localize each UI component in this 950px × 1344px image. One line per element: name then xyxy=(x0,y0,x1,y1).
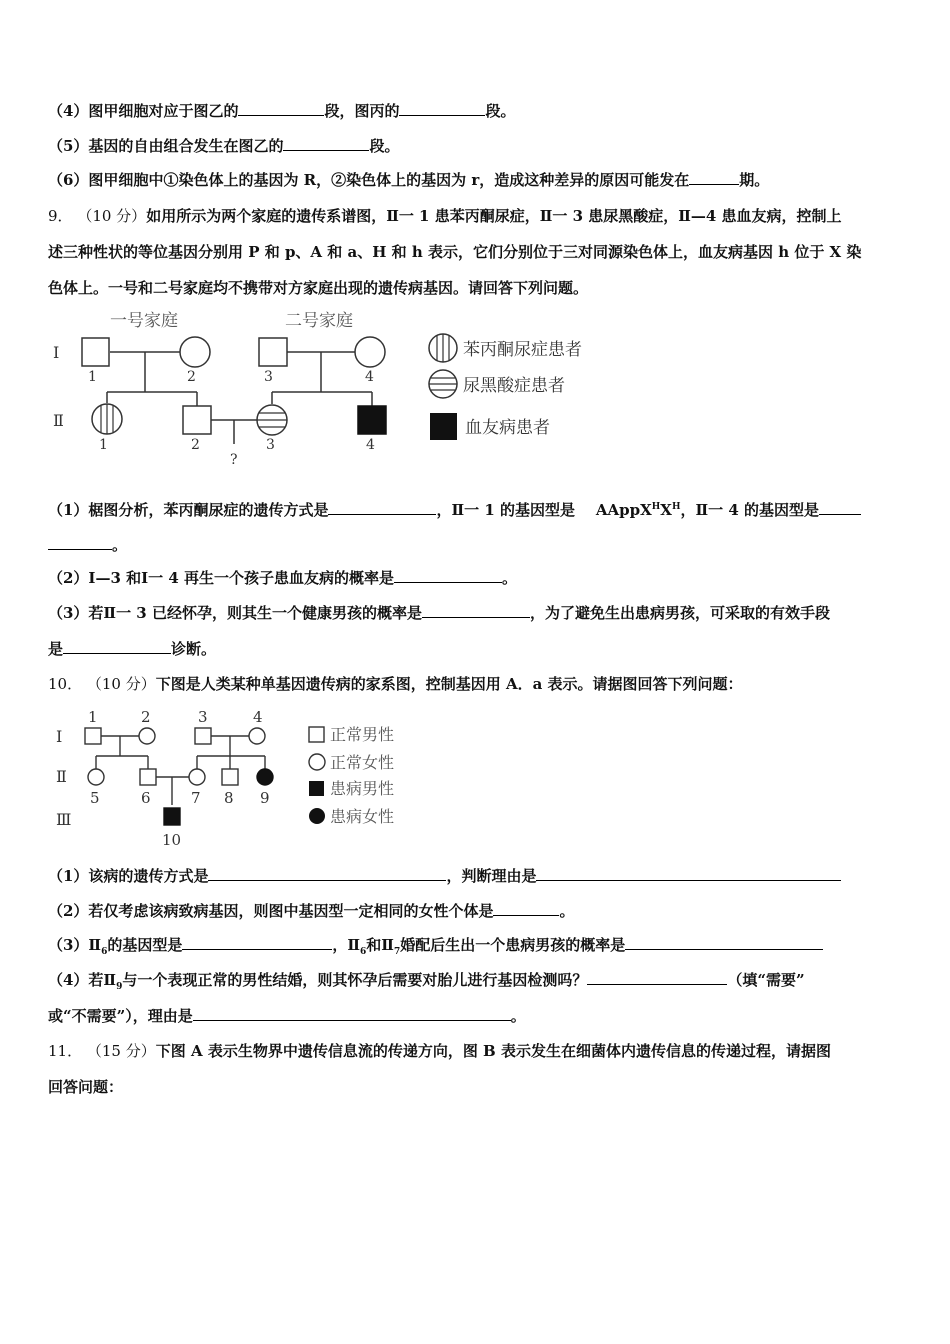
svg-text:1: 1 xyxy=(88,369,97,385)
svg-text:4: 4 xyxy=(366,437,375,453)
svg-text:2: 2 xyxy=(191,437,200,453)
q8-part5: （5）基因的自由组合发生在图乙的 段。 xyxy=(48,137,400,155)
q9-part1: （1）椐图分析，苯丙酮尿症的遗传方式是 ，Ⅱ一 1 的基因型是 $AAppX^HX^H$，Ⅱ一 4 的基因型是 xyxy=(48,497,861,520)
normal-male-symbol xyxy=(259,338,287,366)
legend-normal-female-label: 正常女性 xyxy=(330,753,395,772)
legend-affected-female-symbol xyxy=(309,808,325,824)
question-number: 11． xyxy=(48,1042,83,1060)
family2-label: 二号家庭 xyxy=(285,311,353,331)
svg-text:3: 3 xyxy=(198,708,208,726)
q9-stem-line3: 色体上。一号和二号家庭均不携带对方家庭出现的遗传病基因。请回答下列问题。 xyxy=(48,279,589,297)
legend-hemophilia-symbol xyxy=(430,413,457,440)
normal-female-symbol xyxy=(355,337,385,367)
genotype: $AAppX^HX^H$ xyxy=(595,501,681,519)
answer-blank[interactable] xyxy=(238,101,324,116)
generation-label: Ⅲ xyxy=(56,810,72,829)
answer-blank[interactable] xyxy=(48,535,112,550)
q10-part2: （2）若仅考虑该病致病基因，则图中基因型一定相同的女性个体是 。 xyxy=(48,902,575,920)
q11-stem-line1: 11． （15 分）下图 A 表示生物界中遗传信息流的传递方向，图 B 表示发生在细菌体内遗传信息的传递过程，请据图 xyxy=(48,1042,831,1060)
svg-text:1: 1 xyxy=(99,437,108,453)
svg-text:10: 10 xyxy=(162,831,182,849)
question-score: （10 分） xyxy=(77,207,147,225)
normal-female-symbol xyxy=(189,769,205,785)
legend-pku-label: 苯丙酮尿症患者 xyxy=(463,340,582,360)
answer-blank[interactable] xyxy=(493,901,559,916)
svg-text:2: 2 xyxy=(141,708,151,726)
unknown-child-mark: ? xyxy=(230,452,238,468)
question-score: （10 分） xyxy=(86,675,156,693)
legend-hemophilia-label: 血友病患者 xyxy=(465,418,550,438)
generation-label: Ⅰ xyxy=(53,343,60,362)
answer-blank[interactable] xyxy=(208,866,446,881)
svg-text:9: 9 xyxy=(260,789,270,807)
legend-affected-male-symbol xyxy=(309,781,324,796)
legend-normal-male-label: 正常男性 xyxy=(330,725,395,744)
hemophilia-male-symbol xyxy=(358,406,386,434)
pedigree-figure-q10 xyxy=(50,702,430,852)
question-number: 10． xyxy=(48,675,83,693)
normal-male-symbol xyxy=(140,769,156,785)
answer-blank[interactable] xyxy=(63,639,171,654)
legend-alkaptonuria-label: 尿黑酸症患者 xyxy=(463,376,565,396)
normal-male-symbol xyxy=(82,338,109,366)
normal-male-symbol xyxy=(222,769,238,785)
normal-female-symbol xyxy=(180,337,210,367)
q9-part3-cont: 是 诊断。 xyxy=(48,640,217,658)
svg-text:3: 3 xyxy=(264,369,273,385)
answer-blank[interactable] xyxy=(625,935,823,950)
q10-part1: （1）该病的遗传方式是 ，判断理由是 xyxy=(48,866,841,886)
answer-blank[interactable] xyxy=(399,101,485,116)
normal-female-symbol xyxy=(88,769,104,785)
question-number: 9． xyxy=(48,207,73,225)
answer-blank[interactable] xyxy=(182,935,332,950)
svg-text:3: 3 xyxy=(266,437,275,453)
svg-text:7: 7 xyxy=(191,789,201,807)
q10-stem: 10． （10 分）下图是人类某种单基因遗传病的家系图，控制基因用 A．a 表示。请据图回答下列问题： xyxy=(48,675,743,693)
normal-male-symbol xyxy=(195,728,211,744)
q8-part4: （4）图甲细胞对应于图乙的 段，图丙的 段。 xyxy=(48,102,516,120)
answer-blank[interactable] xyxy=(394,568,502,583)
answer-blank[interactable] xyxy=(689,170,739,185)
generation-label: Ⅱ xyxy=(56,767,67,786)
answer-blank[interactable] xyxy=(819,500,861,515)
normal-male-symbol xyxy=(85,728,101,744)
q9-part3: （3）若Ⅱ一 3 已经怀孕，则其生一个健康男孩的概率是 ，为了避免生出患病男孩，可采取的有效手段 xyxy=(48,604,830,622)
legend-affected-female-label: 患病女性 xyxy=(330,807,395,826)
pedigree-figure-q9 xyxy=(45,306,605,474)
answer-blank[interactable] xyxy=(422,603,530,618)
svg-text:5: 5 xyxy=(90,789,100,807)
affected-male-symbol xyxy=(164,808,180,825)
q11-stem-line2: 回答问题： xyxy=(48,1078,124,1096)
normal-female-symbol xyxy=(139,728,155,744)
q9-part2: （2）Ⅰ—3 和Ⅰ一 4 再生一个孩子患血友病的概率是 。 xyxy=(48,569,518,587)
answer-blank[interactable] xyxy=(328,500,436,515)
q8-part6: （6）图甲细胞中①染色体上的基因为 R，②染色体上的基因为 r，造成这种差异的原因可能发在 期。 xyxy=(48,171,770,189)
svg-text:4: 4 xyxy=(253,708,263,726)
svg-text:4: 4 xyxy=(365,369,374,385)
svg-text:2: 2 xyxy=(187,369,196,385)
q9-part1-cont: 。 xyxy=(48,535,127,555)
q9-stem-line1: 9． （10 分）如用所示为两个家庭的遗传系谱图，Ⅱ一 1 患苯丙酮尿症，Ⅱ一 3 患尿黑酸症，Ⅱ—4 患血友病，控制上 xyxy=(48,207,842,225)
q10-part4-cont: 或“不需要”），理由是 。 xyxy=(48,1007,526,1025)
svg-text:6: 6 xyxy=(141,789,151,807)
q10-part4: （4）若$Ⅱ_9$与一个表现正常的男性结婚，则其怀孕后需要对胎儿进行基因检测吗？ （填“需要” xyxy=(48,971,805,992)
affected-female-symbol xyxy=(257,769,273,785)
answer-blank[interactable] xyxy=(283,136,369,151)
question-score: （15 分） xyxy=(86,1042,156,1060)
normal-male-symbol xyxy=(183,406,211,434)
normal-female-symbol xyxy=(249,728,265,744)
q10-part3: $(3)Ⅱ_6$的基因型是 ，$Ⅱ_6$和$Ⅱ_7$婚配后生出一个患病男孩的概率是 xyxy=(48,935,823,962)
legend-normal-male-symbol xyxy=(309,727,324,742)
generation-label: Ⅱ xyxy=(53,411,64,430)
svg-text:8: 8 xyxy=(224,789,234,807)
generation-label: Ⅰ xyxy=(56,727,63,746)
svg-text:1: 1 xyxy=(88,708,98,726)
q9-stem-line2: 述三种性状的等位基因分别用 P 和 p、A 和 a、H 和 h 表示，它们分别位于三对同源染色体上，血友病基因 h 位于 X 染 xyxy=(48,243,862,261)
answer-blank[interactable] xyxy=(193,1006,511,1021)
answer-blank[interactable] xyxy=(587,970,727,985)
answer-blank[interactable] xyxy=(536,866,841,881)
legend-normal-female-symbol xyxy=(309,754,325,770)
legend-affected-male-label: 患病男性 xyxy=(330,779,395,798)
family1-label: 一号家庭 xyxy=(110,311,178,331)
